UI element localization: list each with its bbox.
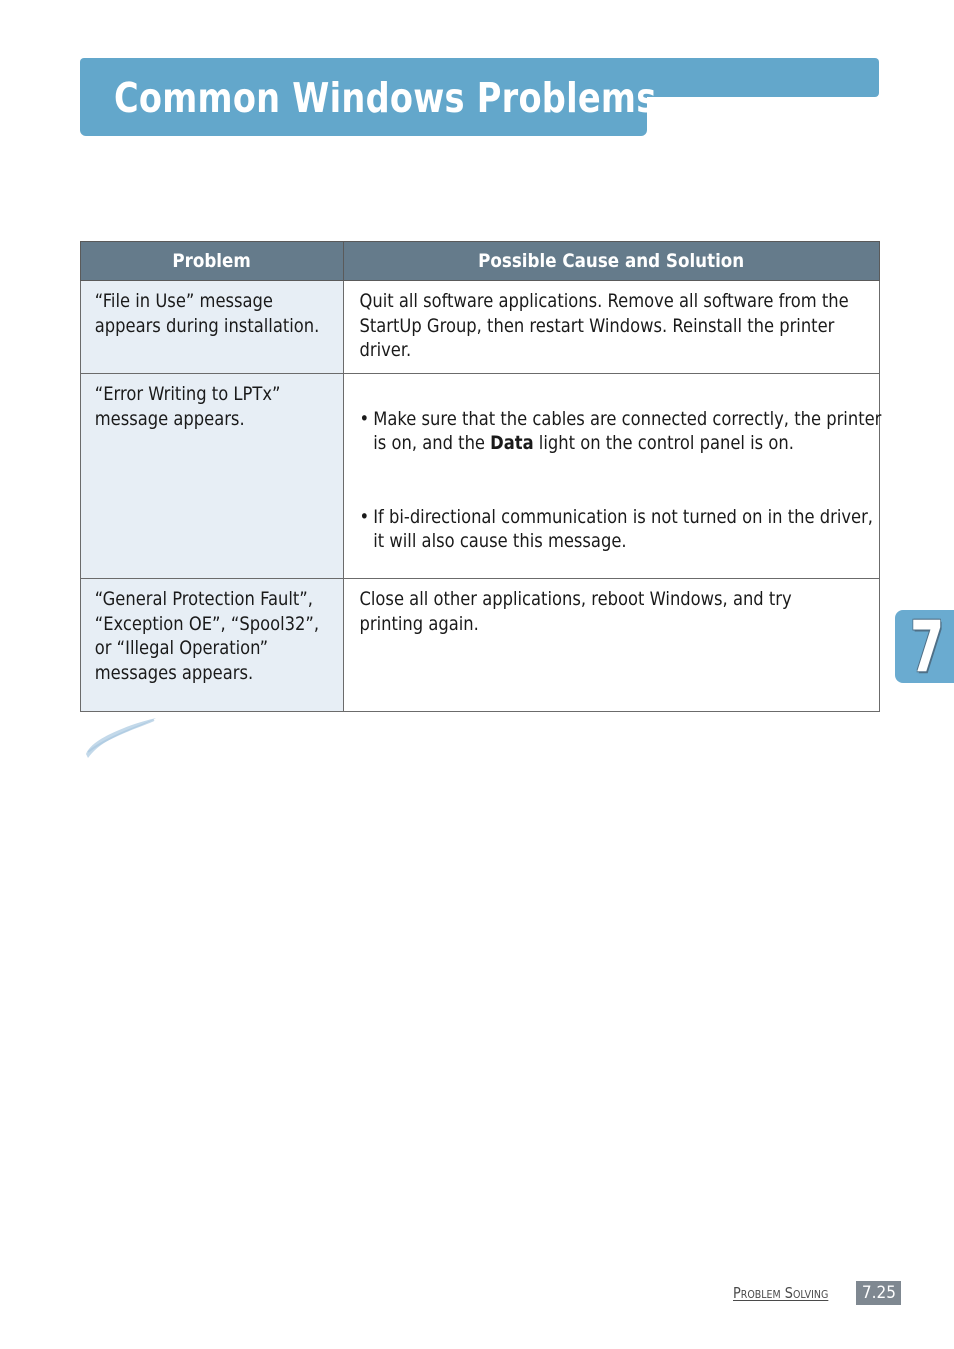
problem-text: “General Protection Fault”, “Exception OE”, “Spool32”, or “Illegal Operation” messages appears. xyxy=(94,588,320,684)
problem-text: “File in Use” message appears during installation. xyxy=(94,290,320,337)
table-row xyxy=(81,281,880,374)
solution-cell xyxy=(344,579,880,712)
column-header-solution: Possible Cause and Solution xyxy=(344,242,880,281)
solution-text: Close all other applications, reboot Windows, and try printing again. xyxy=(359,588,792,635)
solution-cell xyxy=(344,281,880,374)
data-light-label: Data xyxy=(490,432,534,454)
solution-cell xyxy=(344,374,880,579)
table-row xyxy=(81,579,880,712)
problem-cell xyxy=(81,374,344,579)
page-number-badge: 7.25 xyxy=(856,1281,901,1305)
page-title: Common Windows Problems xyxy=(114,74,657,122)
solution-text: Quit all software applications. Remove all software from the StartUp Group, then restart Windows. Reinstall the printer driver. xyxy=(359,290,849,361)
problem-cell xyxy=(81,579,344,712)
brush-stroke-icon xyxy=(84,714,158,760)
footer-section-title: Problem Solving xyxy=(733,1284,829,1302)
problems-table xyxy=(80,241,880,712)
table-row xyxy=(81,374,880,579)
bullet-icon: • xyxy=(359,407,370,430)
bullet-icon: • xyxy=(359,505,370,528)
column-header-problem: Problem xyxy=(81,242,344,281)
problem-cell xyxy=(81,281,344,374)
chapter-number: 7 xyxy=(910,606,945,688)
table-header-row xyxy=(81,242,880,281)
problem-text: “Error Writing to LPTx” message appears. xyxy=(94,383,281,430)
solution-bullet: • Make sure that the cables are connected correctly, the printer is on, and the Data light on the control panel is on. xyxy=(359,407,882,454)
solution-bullet: • If bi-directional communication is not turned on in the driver, it will also cause this message. xyxy=(359,505,874,552)
